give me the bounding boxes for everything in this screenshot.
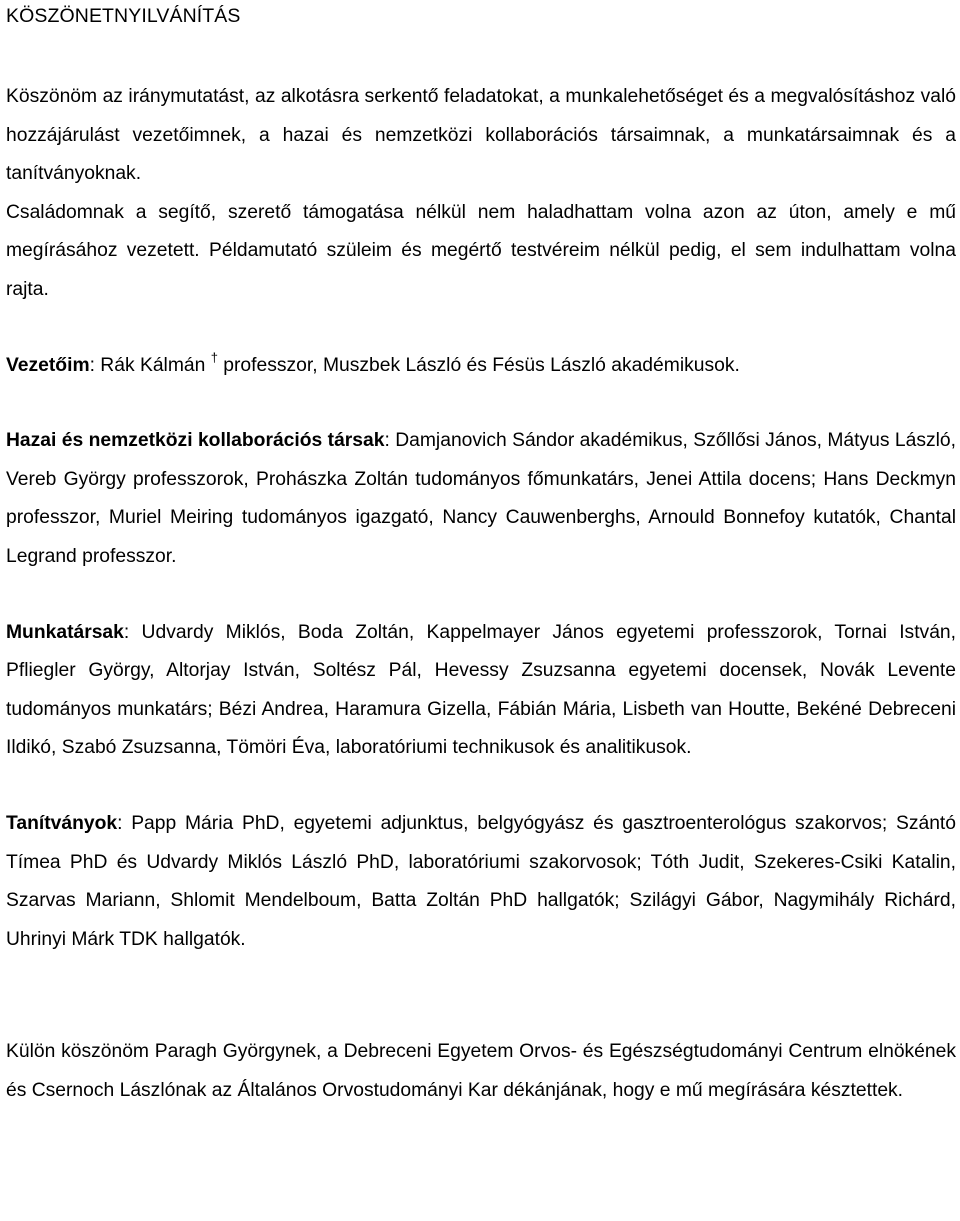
document-page (6, 0, 956, 1110)
coworkers-text: : Udvardy Miklós, Boda Zoltán, Kappelmayer János egyetemi professzorok, Tornai István, Pfliegler György, Altorjay István, Soltész Pál, Hevessy Zsuzsanna egyetemi docensek, Novák Levente tudományos munkatárs; Bézi Andrea, Haramura Gizella, Fábián Mária, Lisbeth van Houtte, Bekéné Debreceni Ildikó, Szabó Zsuzsanna, Tömöri Éva, laboratóriumi technikusok és analitikusok. (6, 621, 956, 759)
supervisors-label: Vezetőim (6, 354, 90, 376)
supervisors-text-a: : Rák Kálmán (89, 354, 211, 376)
paragraph-coworkers (6, 614, 956, 768)
students-label: Tanítványok (6, 812, 118, 834)
page-title: KÖSZÖNETNYILVÁNÍTÁS (6, 5, 241, 27)
supervisors-text-b: professzor, Muszbek László és Fésüs László akadémikusok. (217, 354, 740, 376)
paragraph-special-thanks: Külön köszönöm Paragh Györgynek, a Debreceni Egyetem Orvos- és Egészségtudományi Centrum elnökének és Csernoch Lászlónak az Általános Orvostudományi Kar dékánjának, hogy e mű megírására késztettek. (6, 1041, 956, 1101)
collaborators-text: : Damjanovich Sándor akadémikus, Szőllősi János, Mátyus László, Vereb György professzorok, Prohászka Zoltán tudományos főmunkatárs, Jenei Attila docens; Hans Deckmyn professzor, Muriel Meiring tudományos igazgató, Nancy Cauwenberghs, Arnould Bonnefoy kutatók, Chantal Legrand professzor. (6, 430, 956, 567)
paragraph-students (6, 805, 956, 959)
paragraph-collaborators (6, 422, 956, 576)
paragraph-supervisors (6, 347, 956, 386)
coworkers-label: Munkatársak (6, 621, 124, 643)
dagger-mark: † (210, 350, 218, 366)
students-text: : Papp Mária PhD, egyetemi adjunktus, belgyógyász és gasztroenterológus szakorvos; Szántó Tímea PhD és Udvardy Miklós László PhD, laboratóriumi szakorvosok; Tóth Judit, Szekeres-Csiki Katalin, Szarvas Mariann, Shlomit Mendelboum, Batta Zoltán PhD hallgatók; Szilágyi Gábor, Nagymihály Richárd, Uhrinyi Márk TDK hallgatók. (6, 812, 956, 950)
paragraph-guidance: Köszönöm az iránymutatást, az alkotásra serkentő feladatokat, a munkalehetőséget és a megvalósításhoz való hozzájárulást vezetőimnek, a hazai és nemzetközi kollaborációs társaimnak, a munkatársaimnak és a tanítványoknak. (6, 86, 956, 185)
collaborators-label: Hazai és nemzetközi kollaborációs társak (6, 430, 385, 452)
paragraph-family: Családomnak a segítő, szerető támogatása nélkül nem haladhattam volna azon az úton, amely e mű megírásához vezetett. Példamutató szüleim és megértő testvéreim nélkül pedig, el sem indulhattam volna rajta. (6, 201, 956, 300)
